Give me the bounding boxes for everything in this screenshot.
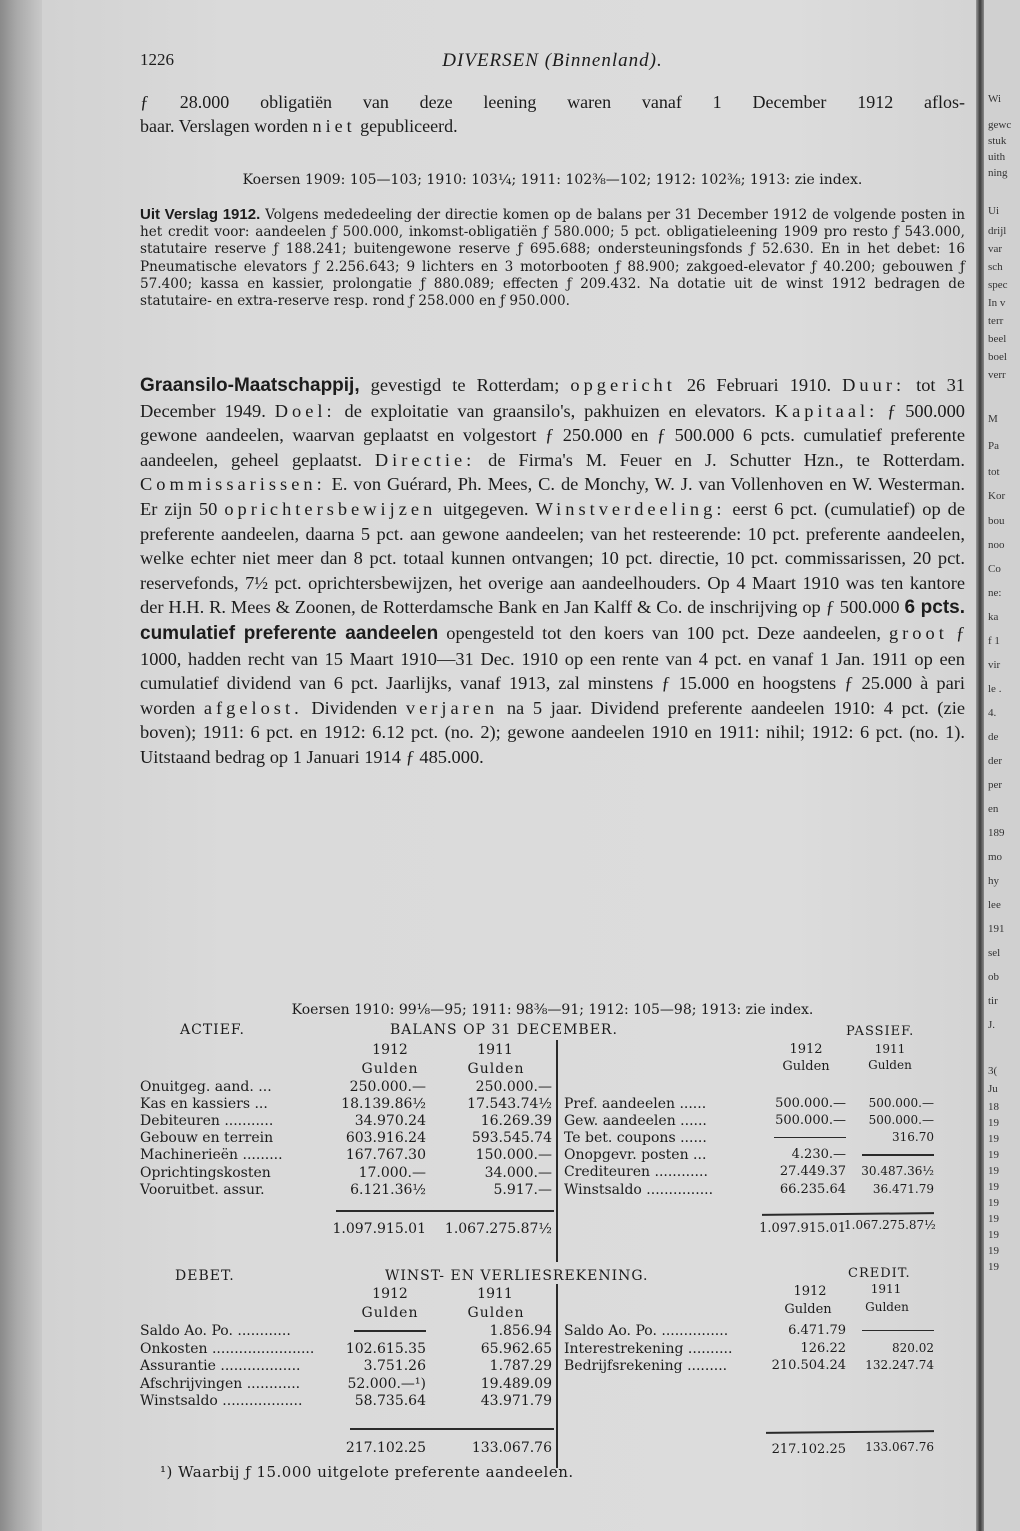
actief-total-rule (336, 1210, 554, 1212)
passief-value-1912 (746, 1130, 846, 1145)
passief-value-1911: 36.471.79 (872, 1181, 934, 1196)
page-number: 1226 (140, 50, 174, 69)
credit-col-year-1911: 1911 (870, 1282, 902, 1296)
credit-total-1911: 133.067.76 (865, 1440, 934, 1454)
adjacent-page-text: var (988, 243, 1003, 255)
company-entry: Graansilo-Maatschappij, gevestigd te Rotterdam; opgericht 26 Februari 1910. Duur: tot 31 December 1949. Doel: de exploitatie van graansilo's, pakhuizen en elevators. Kapitaal: ƒ 500.000 gewone aandeelen, waarvan geplaatst en volgestort ƒ 250.000 en ƒ 500.000 6 pcts. cumulatief preferente aandeelen, geheel geplaatst. Directie: de Firma's M. Feuer en J. Schutter Hzn., te Rotterdam. Commissarissen: E. von Guérard, Ph. Mees, C. de Monchy, W. J. van Vollenhoven en W. Westerman. Er zijn 50 oprichtersbewijzen uitgegeven. Winstverdeeling: eerst 6 pct. (cumulatief) op de preferente aandeelen, daarna 5 pct. aan gewone aandeelen; van het resteerende: 10 pct. preferente aandeelen, welke echter niet meer dan 8 pct. totaal kunnen ontvangen; 10 pct. directie, 10 pct. commissarissen, 20 pct. reservefonds, 7½ pct. oprichtersbewijzen, het overige aan aandeelhouders. Op 4 Maart 1910 was ten kantore der H.H. R. Mees & Zoonen, de Rotterdamsche Bank en Jan Kalff & Co. de inschrijving op ƒ 500.000 6 pcts. cumulatief preferente aandeelen opengesteld tot den koers van 100 pct. Deze aandeelen, groot ƒ 1000, hadden recht van 15 Maart 1910—31 Dec. 1910 op een rente van 4 pct. en vanaf 1 Jan. 1911 op een cumulatief dividend van 6 pct. Jaarlijks, vanaf 1913, zal minstens ƒ 15.000 en hoogstens ƒ 25.000 à pari worden afgelost. Dividenden verjaren na 5 jaar. Dividend preferente aandeelen 1910: 4 pct. (zie boven); 1911: 6 pct. en 1912: 6.12 pct. (no. 2); gewone aandeelen 1910 en 1911: nihil; 1912: 6 pct. (no. 1). Uitstaand bedrag op 1 Januari 1914 ƒ 485.000. (140, 375, 966, 767)
credit-value-1911: 132.247.74 (865, 1358, 934, 1373)
passief-col-unit-1912: Gulden (782, 1059, 830, 1074)
debet-row (140, 1376, 965, 1393)
debet-value-1912: 58.735.64 (354, 1393, 426, 1410)
debet-col-year-1912: 1912 (372, 1286, 408, 1302)
credit-col-unit-1911: Gulden (865, 1300, 909, 1314)
adjacent-page-text: de (988, 731, 999, 743)
keyword-kapitaal: Kapitaal: (774, 400, 879, 421)
keyword-oprichtersbewijzen: oprichtersbewijzen (224, 498, 437, 519)
adjacent-page-text: 4. (988, 707, 997, 719)
passief-label: Winstsaldo ............... (564, 1181, 714, 1198)
passief-row (140, 1130, 965, 1147)
passief-row (140, 1096, 965, 1113)
adjacent-page-text: terr (988, 315, 1004, 327)
page-header (140, 50, 965, 74)
credit-label: Interestrekening .......... (564, 1340, 733, 1357)
credit-heading: CREDIT. (848, 1266, 911, 1281)
debet-value-1911: 43.971.79 (480, 1393, 552, 1410)
credit-total-rule (766, 1430, 934, 1433)
actief-value-1911: 593.545.74 (471, 1130, 552, 1147)
credit-label: Saldo Ao. Po. ............... (564, 1323, 729, 1339)
adjacent-page-text: 19 (988, 1213, 999, 1225)
adjacent-page-text: lee (988, 899, 1001, 911)
keyword-commissarissen: Commissarissen: (140, 474, 326, 495)
actief-value-1911: 16.269.39 (480, 1113, 552, 1130)
winst-verlies-title: WINST- EN VERLIESREKENING. (385, 1268, 649, 1284)
passief-col-year-1911: 1911 (874, 1042, 906, 1056)
adjacent-page-text: 19 (988, 1261, 999, 1273)
actief-label: Onuitgeg. aand. ... (140, 1079, 272, 1095)
previous-entry-text (140, 90, 965, 138)
adjacent-page-text: sch (988, 261, 1003, 273)
adjacent-page-text: gewc (988, 119, 1012, 131)
passief-label: Te bet. coupons ...... (564, 1130, 707, 1147)
spaced-word-niet: niet (312, 116, 356, 136)
credit-total-1912: 217.102.25 (771, 1442, 846, 1457)
actief-value-1912: 167.767.30 (345, 1147, 426, 1164)
debet-col-unit-1912: Gulden (361, 1305, 419, 1321)
adjacent-page-text: 19 (988, 1133, 999, 1145)
passief-row (140, 1113, 965, 1130)
debet-col-unit-1911: Gulden (467, 1305, 525, 1321)
credit-label: Bedrijfsrekening ......... (564, 1358, 728, 1375)
nil-dash (862, 1154, 934, 1156)
adjacent-page-text: stuk (988, 135, 1007, 147)
book-gutter-left (0, 0, 42, 1531)
debet-row (140, 1393, 965, 1410)
adjacent-page-text: tot (988, 466, 1000, 478)
debet-label: Afschrijvingen ............ (140, 1375, 301, 1392)
adjacent-page-text: 189 (988, 827, 1005, 839)
keyword-winstverdeeling: Winstverdeeling: (535, 498, 726, 519)
credit-value-1912: 210.504.24 (771, 1358, 846, 1374)
passief-label: Gew. aandeelen ...... (564, 1113, 707, 1130)
passief-value-1912: 500.000.— (775, 1113, 846, 1129)
adjacent-page-text: 19 (988, 1245, 999, 1257)
debet-total-1912: 217.102.25 (345, 1440, 426, 1456)
actief-value-1911: 150.000.— (475, 1147, 552, 1164)
passief-value-1912: 500.000.— (775, 1096, 846, 1111)
debet-label: Saldo Ao. Po. ............ (140, 1323, 291, 1339)
debet-value-1912: 102.615.35 (345, 1340, 426, 1357)
actief-value-1911: 17.543.74½ (467, 1096, 552, 1113)
keyword-directie: Directie: (374, 449, 476, 470)
passief-value-1912: 66.235.64 (779, 1181, 846, 1197)
debet-label: Assurantie .................. (140, 1358, 301, 1375)
verslag-1912 (140, 206, 965, 310)
debet-col-year-1911: 1911 (477, 1286, 513, 1302)
keyword-afgelost: afgelost. (203, 697, 303, 718)
entry-koersen: Koersen 1910: 99⅛—95; 1911: 98⅜—91; 1912: 105—98; 1913: zie index. (291, 1002, 814, 1018)
footnote: ¹) Waarbij ƒ 15.000 uitgelote preferente aandeelen. (160, 1463, 574, 1481)
debet-label: Onkosten ....................... (140, 1340, 315, 1357)
debet-value-1912: 3.751.26 (363, 1358, 426, 1375)
debet-value-1911: 1.787.29 (489, 1358, 552, 1375)
credit-col-unit-1912: Gulden (784, 1302, 832, 1317)
credit-row (140, 1341, 965, 1358)
adjacent-page-text: In v (988, 297, 1006, 309)
adjacent-page-fragment (984, 0, 1020, 1531)
adjacent-page-text: 19 (988, 1149, 999, 1161)
adjacent-page-text: der (988, 755, 1003, 767)
passief-value-1911: 500.000.— (868, 1113, 934, 1128)
actief-total-1911: 1.067.275.87½ (444, 1221, 552, 1237)
adjacent-page-text: f 1 (988, 635, 1000, 647)
adjacent-page-text: 19 (988, 1197, 999, 1209)
actief-value-1911: 250.000.— (475, 1079, 552, 1095)
verslag-text: Volgens mededeeling der directie komen op de balans per 31 December 1912 de volgende posten in het credit voor: aandeelen ƒ 500.000, inkomst-obligatiën ƒ 580.000; 5 pct. obligatieleening 1909 pro resto ƒ 543.000, statutaire reserve ƒ 188.241; buitengewone reserve ƒ 695.688; ondersteuningsfonds ƒ 52.630. En in het debet: 16 Pneumatische elevators ƒ 2.256.643; 9 lichters en 3 motorbooten ƒ 88.900; zakgoed-elevator ƒ 40.200; gebouwen ƒ 57.400; kassa en kassier, prolongatie ƒ 880.089; effecten ƒ 209.432. Na dotatie uit de winst 1912 bedragen de statutaire- en extra-reserve resp. rond ƒ 258.000 en ƒ 950.000. (140, 207, 965, 310)
credit-row (140, 1323, 965, 1340)
passief-row (140, 1164, 965, 1181)
passief-row (140, 1147, 965, 1164)
passief-total-rule (762, 1212, 934, 1215)
adjacent-page-text: Ui (988, 205, 999, 217)
keyword-verjaren: verjaren (405, 697, 499, 718)
nil-dash (862, 1330, 934, 1332)
passief-value-1912: 27.449.37 (779, 1164, 846, 1180)
actief-col-year-1912: 1912 (372, 1042, 408, 1058)
actief-value-1911: 34.000.— (484, 1164, 552, 1181)
passief-col-unit-1911: Gulden (868, 1058, 912, 1072)
actief-label: Vooruitbet. assur. (140, 1181, 265, 1198)
debet-value-1911: 19.489.09 (480, 1375, 552, 1392)
column-divider (556, 1284, 558, 1468)
keyword-doel: Doel: (274, 400, 336, 421)
passief-row (140, 1182, 965, 1199)
passief-col-year-1912: 1912 (789, 1042, 823, 1057)
passief-total-1912: 1.097.915.01 (759, 1221, 846, 1236)
debet-heading: DEBET. (175, 1268, 235, 1284)
actief-heading: ACTIEF. (180, 1022, 245, 1038)
actief-label: Gebouw en terrein (140, 1130, 274, 1147)
adjacent-page-text: vir (988, 659, 1001, 671)
adjacent-page-text: 19 (988, 1117, 999, 1129)
debet-value-1912: 52.000.—¹) (347, 1375, 426, 1392)
debet-label: Winstsaldo .................. (140, 1393, 303, 1410)
actief-value-1912: 603.916.24 (345, 1130, 426, 1147)
credit-value-1912: 126.22 (800, 1340, 846, 1356)
keyword-opgericht: opgericht (570, 375, 676, 395)
adjacent-page-text: sel (988, 947, 1001, 959)
adjacent-page-text: ning (988, 167, 1008, 179)
passief-label: Onopgevr. posten ... (564, 1147, 707, 1164)
previous-entry-koersen: Koersen 1909: 105—103; 1910: 103¼; 1911: 102⅜—102; 1912: 102⅜; 1913: zie index. (242, 172, 863, 188)
actief-label: Oprichtingskosten (140, 1164, 271, 1181)
adjacent-page-text: ne: (988, 587, 1002, 599)
debet-value-1911: 65.962.65 (480, 1340, 552, 1357)
actief-value-1912: 6.121.36½ (350, 1181, 426, 1198)
nil-dash (774, 1137, 846, 1139)
actief-label: Kas en kassiers ... (140, 1096, 268, 1113)
adjacent-page-text: 19 (988, 1165, 999, 1177)
actief-value-1912: 17.000.— (358, 1164, 426, 1181)
actief-row (140, 1079, 965, 1096)
verslag-lead: Uit Verslag 1912. (140, 206, 261, 223)
adjacent-page-text: ka (988, 611, 999, 623)
actief-value-1911: 5.917.— (493, 1181, 552, 1198)
column-divider (556, 1040, 558, 1262)
adjacent-page-text: Ju (988, 1083, 998, 1095)
adjacent-page-text: 18 (988, 1101, 999, 1113)
passief-value-1912: 4.230.— (791, 1147, 846, 1163)
adjacent-page-text: 3( (988, 1065, 998, 1077)
adjacent-page-text: verr (988, 369, 1006, 381)
debet-value-1911: 1.856.94 (489, 1323, 552, 1339)
adjacent-page-text: hy (988, 875, 999, 887)
adjacent-page-text: per (988, 779, 1003, 791)
actief-label: Machinerieën ......... (140, 1147, 283, 1164)
credit-value-1911 (844, 1323, 934, 1337)
bold-issue-title: 6 pcts. cumulatief preferente aandeelen (140, 597, 965, 644)
adjacent-page-text: Pa (988, 440, 999, 452)
adjacent-page-text: boel (988, 351, 1007, 363)
actief-value-1912: 18.139.86½ (341, 1096, 426, 1113)
adjacent-page-text: tir (988, 995, 998, 1007)
adjacent-page-text: spec (988, 279, 1008, 291)
adjacent-page-text: Wi (988, 93, 1001, 105)
adjacent-page-text: J. (988, 1019, 996, 1031)
adjacent-page-text: noo (988, 539, 1005, 551)
credit-value-1912: 6.471.79 (788, 1323, 846, 1338)
adjacent-page-text: M (988, 413, 998, 425)
company-name: Graansilo-Maatschappij, (140, 375, 360, 396)
actief-col-unit-1911: Gulden (467, 1061, 525, 1077)
actief-value-1912: 250.000.— (349, 1079, 426, 1095)
credit-col-year-1912: 1912 (793, 1284, 827, 1299)
adjacent-page-text: Co (988, 563, 1001, 575)
previous-entry-line1: ƒ 28.000 obligatiën van deze leening waren vanaf 1 December 1912 aflos- (140, 92, 965, 112)
running-head: DIVERSEN (Binnenland). (442, 50, 663, 71)
adjacent-page-text: 19 (988, 1181, 999, 1193)
adjacent-page-text: drijl (988, 225, 1007, 237)
book-spine (976, 0, 984, 1531)
adjacent-page-text: uith (988, 151, 1006, 163)
actief-col-unit-1912: Gulden (361, 1061, 419, 1077)
adjacent-page-text: bou (988, 515, 1005, 527)
actief-value-1912: 34.970.24 (354, 1113, 426, 1130)
passief-label: Crediteuren ............ (564, 1164, 708, 1181)
adjacent-page-text: 191 (988, 923, 1005, 935)
credit-value-1911: 820.02 (892, 1340, 934, 1355)
passief-heading: PASSIEF. (846, 1024, 915, 1039)
keyword-groot: groot (888, 622, 948, 643)
passief-value-1911: 30.487.36½ (861, 1164, 934, 1179)
balance-sheet (140, 1022, 965, 1262)
profit-loss-account (140, 1268, 965, 1468)
adjacent-page-text: en (988, 803, 999, 815)
passief-value-1911: 316.70 (892, 1130, 934, 1145)
debet-total-1911: 133.067.76 (471, 1440, 552, 1456)
adjacent-page-text: 19 (988, 1229, 999, 1241)
adjacent-page-text: Kor (988, 490, 1006, 502)
credit-row (140, 1358, 965, 1375)
balans-title: BALANS OP 31 DECEMBER. (390, 1022, 618, 1038)
previous-entry-line2: baar. Verslagen worden niet gepubliceerd. (140, 116, 458, 136)
passief-value-1911: 500.000.— (868, 1096, 934, 1110)
adjacent-page-text: ob (988, 971, 999, 983)
adjacent-page-text: mo (988, 851, 1003, 863)
adjacent-page-text: le . (988, 683, 1002, 695)
passief-label: Pref. aandeelen ...... (564, 1096, 707, 1112)
passief-total-1911: 1.067.275.87½ (844, 1218, 936, 1232)
actief-col-year-1911: 1911 (477, 1042, 513, 1058)
adjacent-page-text: beel (988, 333, 1007, 345)
actief-label: Debiteuren ........... (140, 1113, 274, 1130)
keyword-duur: Duur: (842, 375, 906, 395)
passief-value-1911 (844, 1147, 934, 1161)
debet-total-rule (350, 1428, 554, 1430)
actief-total-1912: 1.097.915.01 (332, 1221, 426, 1237)
